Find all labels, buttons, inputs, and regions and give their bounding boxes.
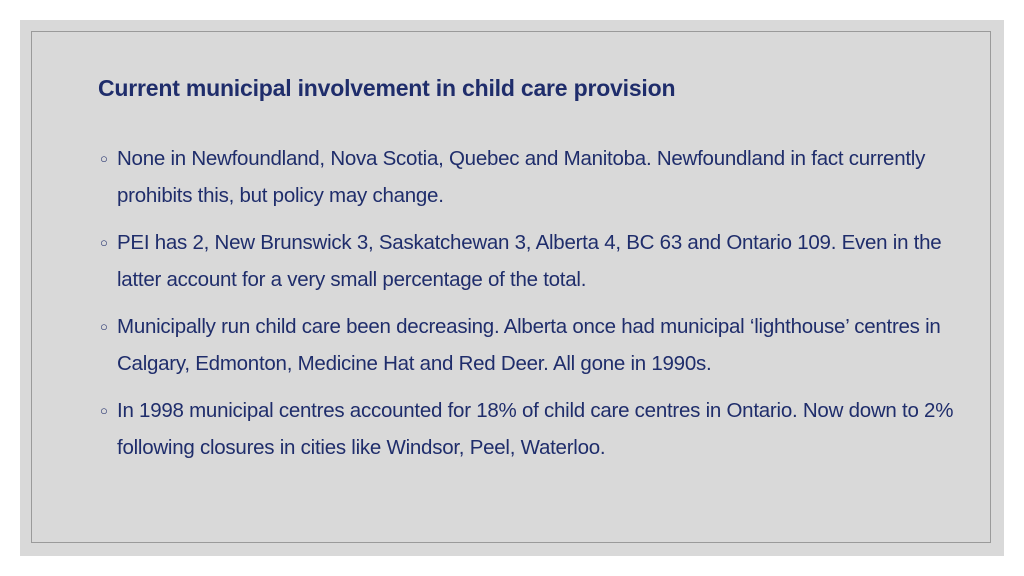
hollow-circle-bullet-icon: ○ [100,235,108,250]
hollow-circle-bullet-icon: ○ [100,319,108,334]
slide-title: Current municipal involvement in child care provision [98,75,676,101]
bullet-text: None in Newfoundland, Nova Scotia, Quebec and Manitoba. Newfoundland in fact currently prohibits this, but policy may change. [117,147,926,207]
bullet-text: Municipally run child care been decreasing. Alberta once had municipal ‘lighthouse’ centres in Calgary, Edmonton, Medicine Hat and Red Deer. All gone in 1990s. [117,315,941,375]
bullet-item [100,224,980,298]
slide-frame [31,31,991,543]
bullet-list [100,140,980,476]
hollow-circle-bullet-icon: ○ [100,151,108,166]
bullet-item [100,392,980,466]
bullet-item [100,308,980,382]
bullet-item [100,140,980,214]
slide-background [20,20,1004,556]
bullet-text: PEI has 2, New Brunswick 3, Saskatchewan 3, Alberta 4, BC 63 and Ontario 109. Even in the latter account for a very small percentage of the total. [117,231,942,291]
bullet-text: In 1998 municipal centres accounted for 18% of child care centres in Ontario. Now down to 2% following closures in cities like Windsor, Peel, Waterloo. [117,399,954,459]
hollow-circle-bullet-icon: ○ [100,403,108,418]
